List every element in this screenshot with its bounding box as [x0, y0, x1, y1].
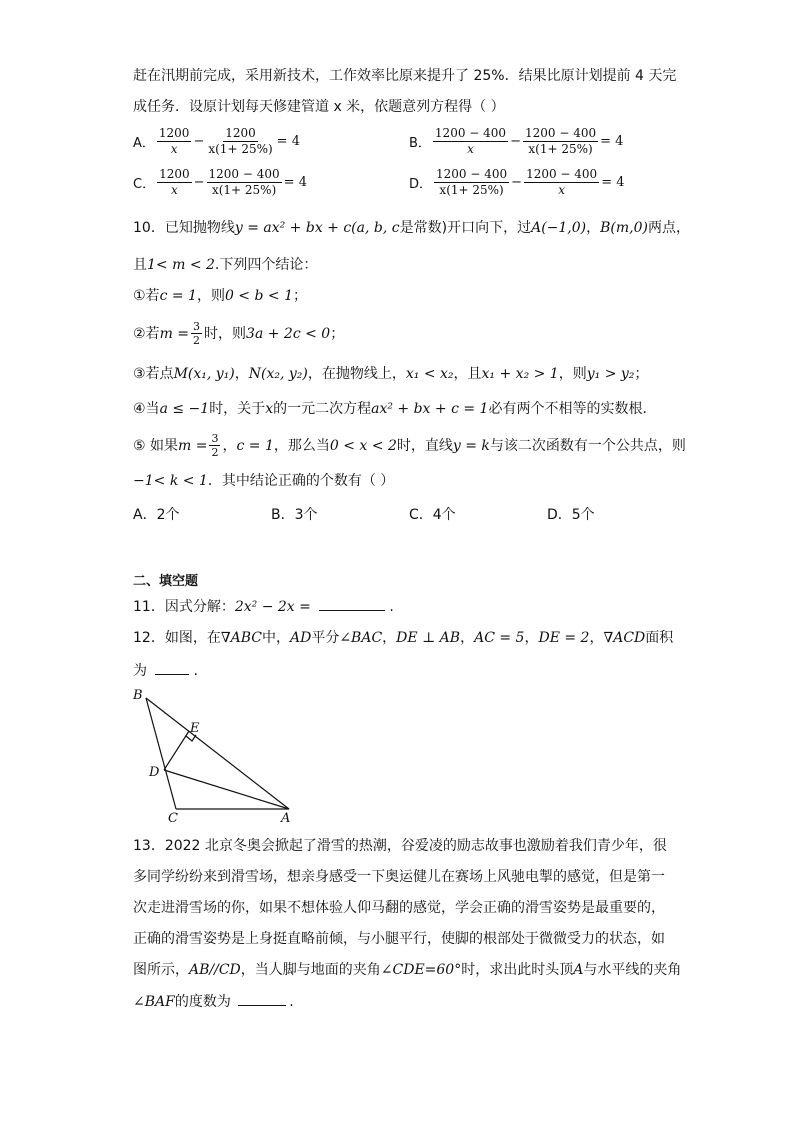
label-d: D [149, 765, 160, 780]
q10-statement-5: ⑤ 如果 m = $\frac{3}{2}$ ， c = 1 ，那么当 0 < x < 2 时，直线 y = k 与该二次函数有一个公共点，则 [133, 432, 686, 459]
fraction: $\frac{1200}{x}$ [158, 126, 190, 156]
option-label: D． [409, 177, 433, 192]
q9-option-b[interactable] [409, 126, 623, 157]
q10-choice-d[interactable]: D．5个 [547, 507, 595, 523]
q10-line-1: 10．已知抛物线y = ax² + bx + c(a, b, c是常数)开口向下，过A(−1,0)，B(m,0)两点， [133, 220, 690, 236]
fraction: $\frac{1200 - 400}{x(1+ 25\%)}$ [524, 126, 597, 156]
operator: − [510, 134, 521, 149]
equation-rhs: = 4 [283, 175, 307, 190]
segment-de [164, 731, 189, 770]
q10-line-2: 且1< m < 2.下列四个结论： [133, 257, 318, 273]
fraction: $\frac{1200 - 400}{x(1+ 25\%)}$ [436, 167, 508, 197]
label-a: A [281, 811, 291, 825]
fraction: $\frac{3}{2}$ [193, 320, 201, 347]
equation-rhs: = 4 [601, 175, 625, 190]
answer-blank[interactable] [319, 596, 385, 611]
q10-choice-c[interactable]: C．4个 [409, 507, 456, 523]
equation-rhs: = 4 [276, 134, 300, 149]
label-e: E [190, 721, 200, 736]
q13-line-4: 正确的滑雪姿势是上身挺直略前倾，与小腿平行，使脚的根部处于微微受力的状态，如 [133, 931, 665, 947]
q11-line: 11．因式分解：2x² − 2x = . [133, 596, 394, 617]
segment-ad [164, 770, 289, 809]
option-label: C． [133, 177, 156, 192]
operator: − [193, 175, 205, 190]
q10-choice-a[interactable]: A．2个 [133, 507, 180, 523]
operator: − [511, 175, 523, 190]
q9-text-line-1: 赶在汛期前完成，采用新技术，工作效率比原来提升了 25%．结果比原计划提前 4 天完 [133, 68, 677, 84]
triangle-figure [125, 685, 305, 825]
q10-choices [133, 504, 653, 524]
side-ab [146, 698, 289, 809]
option-label: B． [409, 136, 431, 151]
section-heading: 二、填空题 [133, 574, 199, 589]
q10-line-8: −1< k < 1．其中结论正确的个数有（ ） [133, 473, 395, 489]
option-label: A． [133, 136, 155, 151]
q9-option-d[interactable] [409, 167, 625, 198]
q13-line-5: 图所示，AB//CD，当人脚与地面的夹角∠CDE=60°时，求出此时头顶A与水平线的夹角 [133, 962, 682, 978]
answer-blank[interactable] [155, 660, 189, 675]
fraction: $\frac{1200}{x(1+ 25\%)}$ [208, 126, 273, 156]
fraction: $\frac{1200 - 400}{x}$ [526, 167, 598, 197]
label-c: C [168, 811, 178, 825]
q13-line-6: ∠BAF的度数为 . [133, 991, 294, 1012]
equation-rhs: = 4 [600, 134, 624, 149]
q13-line-1: 13．2022 北京冬奥会掀起了滑雪的热潮，谷爱凌的励志故事也激励着我们青少年，很 [133, 838, 667, 854]
fraction: $\frac{1200 - 400}{x(1+ 25\%)}$ [208, 167, 280, 197]
q12-line-1: 12．如图，在∇ABC中，AD平分∠BAC，DE ⊥ AB，AC = 5，DE = 2，∇ACD面积 [133, 630, 674, 646]
answer-blank[interactable] [238, 991, 286, 1006]
operator: − [193, 134, 205, 149]
side-bc [146, 698, 176, 809]
q10-statement-1: ①若c = 1，则0 < b < 1； [133, 288, 307, 304]
q12-line-2: 为 . [133, 660, 198, 681]
fraction: $\frac{3}{2}$ [211, 432, 219, 459]
q10-statement-4: ④当a ≤ −1时，关于x的一元二次方程ax² + bx + c = 1必有两个不相等的实数根． [133, 401, 657, 417]
q10-choice-b[interactable]: B．3个 [271, 507, 318, 523]
q13-line-2: 多同学纷纷来到滑雪场，想亲身感受一下奥运健儿在赛场上风驰电掣的感觉，但是第一 [133, 869, 665, 885]
q10-statement-2: ②若 m = $\frac{3}{2}$ 时，则 3a + 2c < 0 ； [133, 320, 345, 347]
q9-text-line-2: 成任务．设原计划每天修建管道 x 米，依题意列方程得（ ） [133, 99, 505, 115]
q9-option-c[interactable] [133, 167, 307, 198]
label-b: B [133, 688, 143, 703]
q13-line-3: 次走进滑雪场的你，如果不想体验人仰马翻的感觉，学会正确的滑雪姿势是最重要的， [133, 900, 665, 916]
fraction: $\frac{1200}{x}$ [159, 167, 190, 197]
fraction: $\frac{1200 - 400}{x}$ [434, 126, 507, 156]
q9-option-a[interactable] [133, 126, 300, 157]
q10-statement-3: ③若点M(x₁, y₁)，N(x₂, y₂)，在抛物线上，x₁ < x₂，且x₁ + x₂ > 1，则y₁ > y₂； [133, 366, 649, 382]
